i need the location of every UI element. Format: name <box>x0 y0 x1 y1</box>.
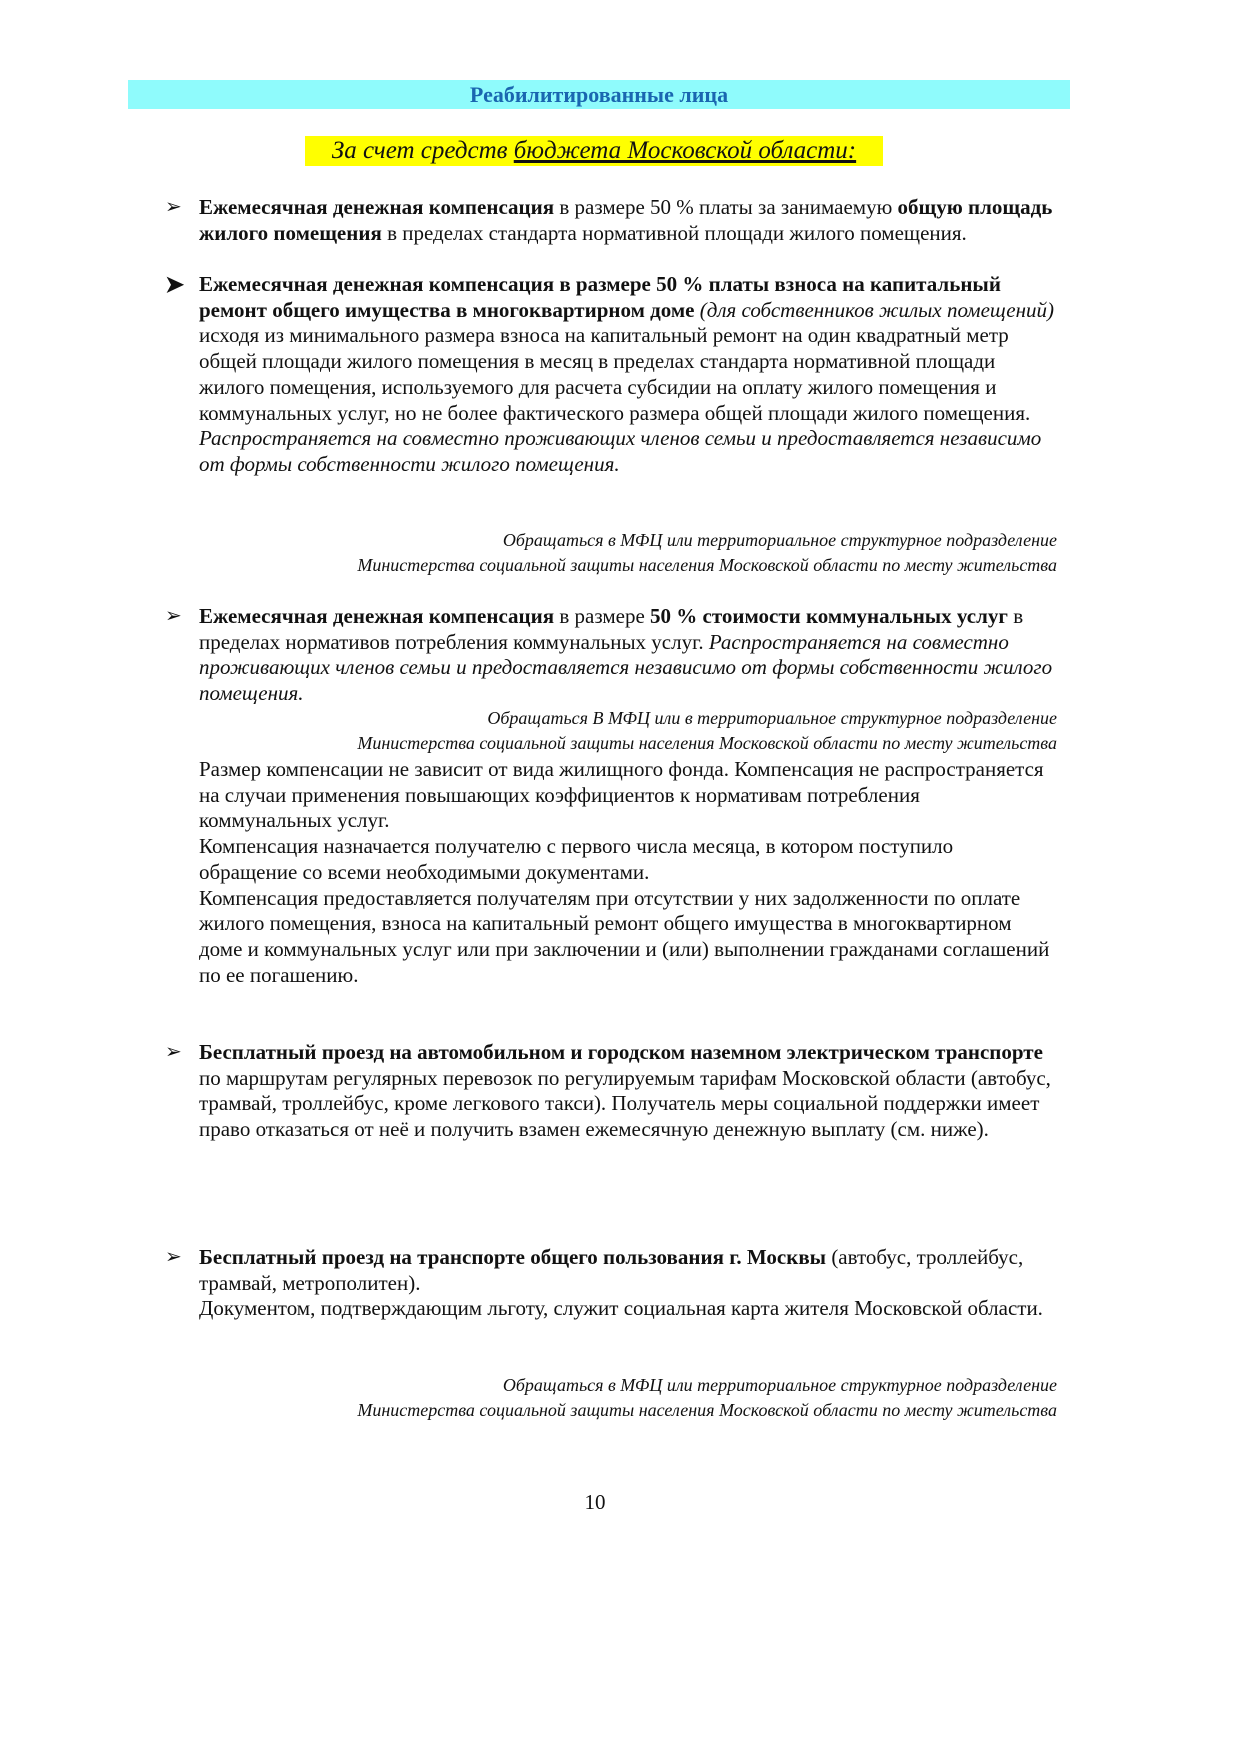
list-item <box>165 1245 1055 1322</box>
note-line: Министерства социальной защиты населения Московской области по месту жительства <box>357 555 1057 576</box>
subtitle-plain: За счет средств <box>331 137 514 164</box>
text: исходя из минимального размера взноса на капитальный ремонт на один квадратный метр общей площади жилого помещения в месяц в пределах стандарта нормативной площади жилого помещения, используемого для расчета субсидии на оплату жилого помещения и коммунальных услуг, но не более фактического размера общей площади жилого помещения. <box>199 323 1031 425</box>
arrowhead-bullet-icon: ➢ <box>165 196 182 218</box>
arrowhead-bullet-icon: ➢ <box>165 1246 182 1268</box>
list-item <box>165 604 1055 707</box>
bold-text: общую площадь жилого помещения <box>199 195 1053 245</box>
arrowhead-bullet-icon: ➢ <box>165 605 182 627</box>
bold-text: Ежемесячная денежная компенсация в размере 50 % платы взноса на капитальный ремонт общего имущества в многоквартирном доме <box>199 272 1001 322</box>
note-line: Обращаться в МФЦ или территориальное структурное подразделение <box>502 530 1057 550</box>
note-line: Обращаться В МФЦ или в территориальное структурное подразделение <box>487 708 1057 728</box>
italic-text: Распространяется на совместно проживающих членов семьи и предоставляется независимо от формы собственности жилого помещения. <box>199 629 1053 706</box>
text: в пределах нормативов потребления коммунальных услуг. <box>199 604 1024 654</box>
text: в пределах стандарта нормативной площади жилого помещения. <box>381 220 967 245</box>
text: (автобус, троллейбус, трамвай, метрополитен). <box>199 1245 1024 1295</box>
list-item <box>165 1040 1055 1143</box>
compensation-details <box>165 757 1055 988</box>
page-number: 10 <box>584 1490 606 1514</box>
contact-note <box>357 1373 1057 1424</box>
bold-text: Ежемесячная денежная компенсация <box>199 604 555 628</box>
arrowhead-bullet-icon: ➤ <box>165 272 185 297</box>
contact-note <box>357 528 1057 579</box>
text: в размере <box>554 604 651 628</box>
paragraph: Размер компенсации не зависит от вида жилищного фонда. Компенсация не распространяется на случаи применения повышающих коэффициентов к нормативам потребления коммунальных услуг. <box>199 757 1044 833</box>
list-item <box>165 272 1055 478</box>
note-line: Обращаться в МФЦ или территориальное структурное подразделение <box>502 1375 1057 1395</box>
text: по маршрутам регулярных перевозок по регулируемым тарифам Московской области (автобус, трамвай, троллейбус, кроме легкового такси). Получатель меры социальной поддержки имеет право отказаться от неё и получить взамен ежемесячную денежную выплату (см. ниже). <box>199 1065 1051 1142</box>
note-line: Министерства социальной защиты населения Московской области по месту жительства <box>357 733 1057 754</box>
bold-text: Бесплатный проезд на автомобильном и городском наземном электрическом транспорте <box>199 1040 1043 1064</box>
italic-text: (для собственников жилых помещений) <box>694 297 1055 322</box>
paragraph: Компенсация назначается получателю с первого числа месяца, в котором поступило обращение со всеми необходимыми документами. <box>199 834 954 884</box>
paragraph: Документом, подтверждающим льготу, служит социальная карта жителя Московской области. <box>199 1296 1043 1321</box>
paragraph: Компенсация предоставляется получателям при отсутствии у них задолженности по оплате жилого помещения, взноса на капитальный ремонт общего имущества в многоквартирном доме и коммунальных услуг или при заключении и (или) выполнении гражданами соглашений по ее погашению. <box>199 885 1050 987</box>
bold-text: Ежемесячная денежная компенсация <box>199 195 555 219</box>
bold-text: 50 % стоимости коммунальных услуг <box>650 604 1008 628</box>
section-title: Реабилитированные лица <box>128 80 1070 109</box>
contact-note <box>357 706 1057 757</box>
funding-subtitle <box>305 136 883 166</box>
subtitle-underlined: бюджета Московской области: <box>513 137 857 164</box>
italic-text: Распространяется на совместно проживающих членов семьи и предоставляется независимо от формы собственности жилого помещения. <box>199 426 1042 476</box>
list-item <box>165 195 1055 246</box>
bold-text: Бесплатный проезд на транспорте общего пользования г. Москвы <box>199 1245 827 1269</box>
arrowhead-bullet-icon: ➢ <box>165 1041 182 1063</box>
note-line: Министерства социальной защиты населения Московской области по месту жительства <box>357 1400 1057 1421</box>
text: в размере 50 % платы за занимаемую <box>554 195 898 219</box>
